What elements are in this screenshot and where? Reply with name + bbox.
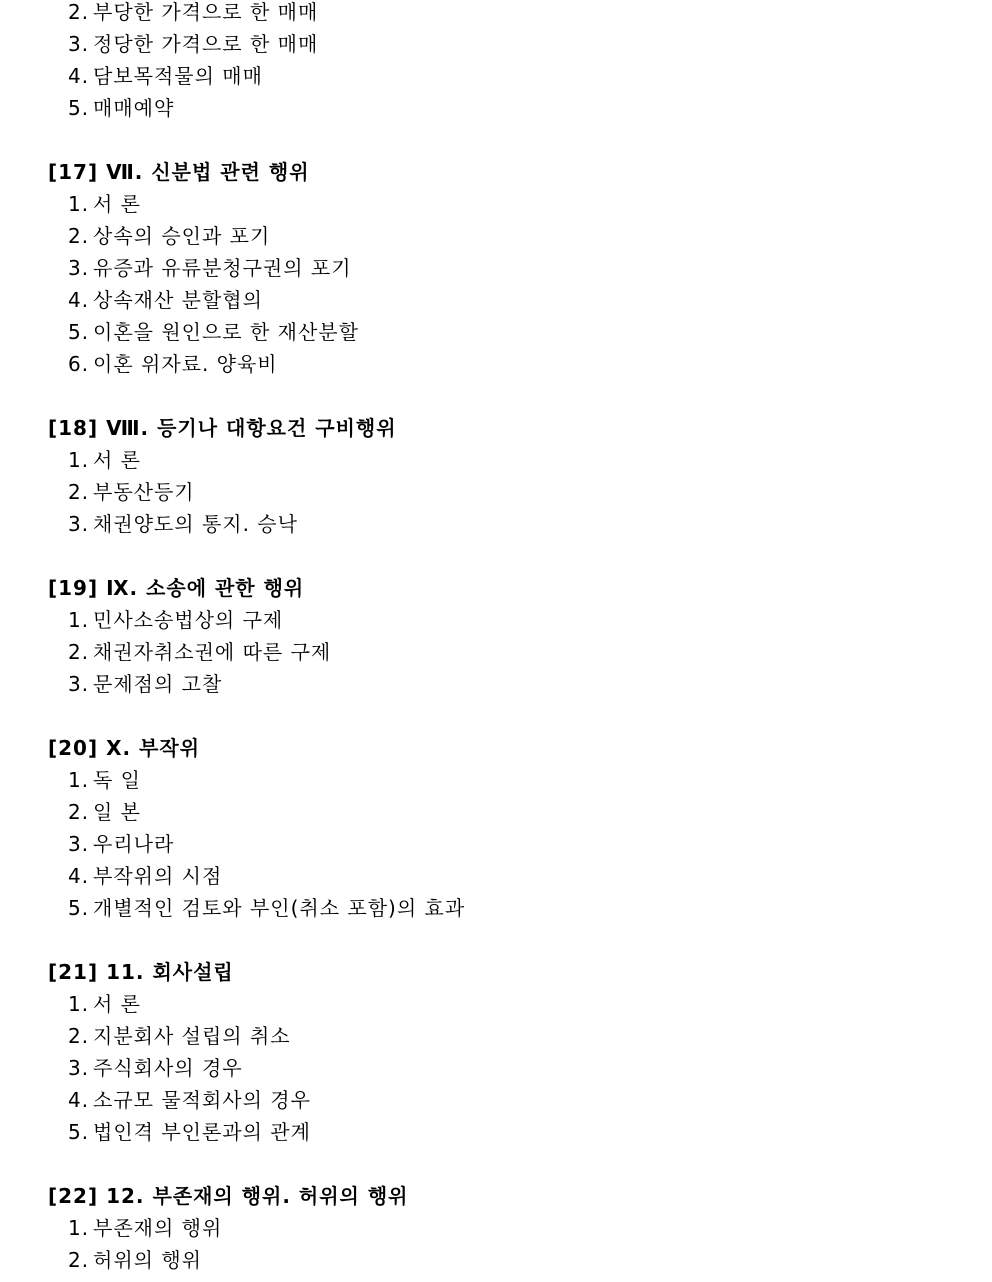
list-item-text: 우리나라 — [93, 832, 175, 856]
list-item-text: 부당한 가격으로 한 매매 — [93, 0, 319, 24]
list-item-number: 2. — [68, 0, 90, 24]
list-item-number: 1. — [68, 768, 90, 792]
list-item-number: 5. — [68, 96, 90, 120]
list-item — [68, 1088, 311, 1112]
list-item-text: 부작위의 시점 — [93, 864, 223, 888]
list-item-number: 1. — [68, 448, 90, 472]
list-item-number: 2. — [68, 224, 90, 248]
list-item — [68, 352, 278, 376]
list-item-text: 채권자취소권에 따른 구제 — [93, 640, 332, 664]
list-item-number: 3. — [68, 512, 90, 536]
list-item-text: 상속재산 분할협의 — [93, 288, 263, 312]
list-item — [68, 64, 263, 88]
list-item — [68, 1024, 291, 1048]
list-item-text: 서 론 — [93, 992, 141, 1016]
list-item-text: 이혼을 원인으로 한 재산분할 — [93, 320, 359, 344]
section-heading: [17] Ⅶ. 신분법 관련 행위 — [48, 160, 310, 184]
section-heading: [19] Ⅸ. 소송에 관한 행위 — [48, 576, 305, 600]
list-item-number: 4. — [68, 864, 90, 888]
list-item — [68, 1120, 311, 1144]
list-item-number: 1. — [68, 608, 90, 632]
list-item-number: 3. — [68, 32, 90, 56]
list-item — [68, 480, 195, 504]
list-item — [68, 608, 283, 632]
list-item — [68, 1216, 222, 1240]
list-item-number: 2. — [68, 1248, 90, 1272]
list-item-text: 허위의 행위 — [93, 1248, 202, 1272]
list-item-text: 민사소송법상의 구제 — [93, 608, 284, 632]
list-item-number: 2. — [68, 640, 90, 664]
list-item — [68, 768, 141, 792]
list-item — [68, 864, 222, 888]
list-item-text: 매매예약 — [93, 96, 175, 120]
list-item — [68, 448, 141, 472]
section-heading: [22] 12. 부존재의 행위. 허위의 행위 — [48, 1184, 409, 1208]
list-item-text: 문제점의 고찰 — [93, 672, 223, 696]
list-item-number: 4. — [68, 1088, 90, 1112]
list-item — [68, 640, 331, 664]
list-item — [68, 992, 141, 1016]
list-item-number: 2. — [68, 480, 90, 504]
list-item-text: 담보목적물의 매매 — [93, 64, 263, 88]
list-item — [68, 192, 141, 216]
list-item-text: 부존재의 행위 — [93, 1216, 223, 1240]
list-item-number: 3. — [68, 256, 90, 280]
list-item-text: 지분회사 설립의 취소 — [93, 1024, 291, 1048]
list-item-number: 1. — [68, 1216, 90, 1240]
list-item-text: 개별적인 검토와 부인(취소 포함)의 효과 — [93, 896, 466, 920]
list-item-text: 소규모 물적회사의 경우 — [93, 1088, 311, 1112]
list-item-text: 채권양도의 통지. 승낙 — [93, 512, 298, 536]
section-heading: [20] Ⅹ. 부작위 — [48, 736, 201, 760]
list-item-number: 2. — [68, 800, 90, 824]
section-heading: [21] 11. 회사설립 — [48, 960, 234, 984]
list-item-text: 부동산등기 — [93, 480, 195, 504]
list-item — [68, 32, 318, 56]
list-item — [68, 96, 174, 120]
list-item-text: 일 본 — [93, 800, 141, 824]
list-item-number: 3. — [68, 672, 90, 696]
list-item-text: 주식회사의 경우 — [93, 1056, 243, 1080]
list-item-text: 독 일 — [93, 768, 141, 792]
list-item — [68, 1056, 243, 1080]
list-item — [68, 896, 465, 920]
list-item-number: 1. — [68, 992, 90, 1016]
list-item — [68, 224, 270, 248]
list-item-text: 법인격 부인론과의 관계 — [93, 1120, 311, 1144]
list-item-number: 5. — [68, 896, 90, 920]
list-item — [68, 672, 222, 696]
list-item-number: 3. — [68, 1056, 90, 1080]
list-item — [68, 0, 318, 24]
list-item-number: 4. — [68, 288, 90, 312]
list-item-text: 서 론 — [93, 192, 141, 216]
list-item — [68, 288, 263, 312]
list-item — [68, 832, 174, 856]
list-item-number: 1. — [68, 192, 90, 216]
list-item-text: 유증과 유류분청구권의 포기 — [93, 256, 352, 280]
list-item — [68, 256, 352, 280]
list-item-text: 정당한 가격으로 한 매매 — [93, 32, 319, 56]
list-item — [68, 512, 298, 536]
list-item-text: 서 론 — [93, 448, 141, 472]
list-item-number: 2. — [68, 1024, 90, 1048]
list-item — [68, 1248, 202, 1272]
list-item-number: 6. — [68, 352, 90, 376]
list-item — [68, 320, 359, 344]
list-item-number: 5. — [68, 1120, 90, 1144]
list-item-text: 상속의 승인과 포기 — [93, 224, 271, 248]
list-item-number: 3. — [68, 832, 90, 856]
list-item — [68, 800, 141, 824]
list-item-number: 5. — [68, 320, 90, 344]
list-item-text: 이혼 위자료. 양육비 — [93, 352, 278, 376]
list-item-number: 4. — [68, 64, 90, 88]
section-heading: [18] Ⅷ. 등기나 대항요건 구비행위 — [48, 416, 397, 440]
